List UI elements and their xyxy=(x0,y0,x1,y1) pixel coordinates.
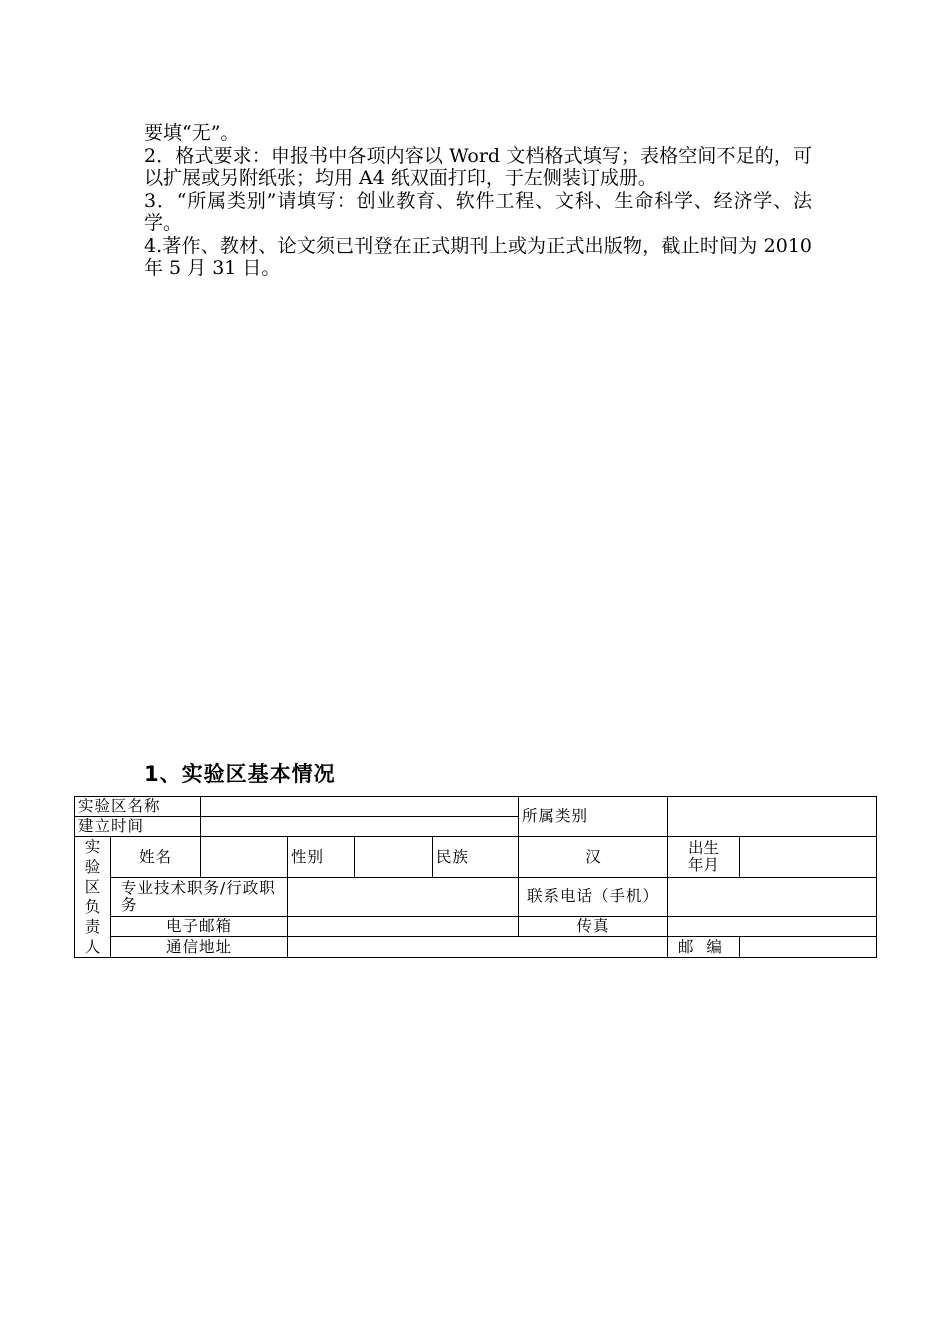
person-name-field[interactable] xyxy=(201,837,288,878)
established-field[interactable] xyxy=(201,817,519,837)
ethnicity-value: 汉 xyxy=(519,837,668,878)
instructions-notes xyxy=(144,122,812,280)
title-field[interactable] xyxy=(288,878,519,917)
leader-label-char: 实 xyxy=(84,838,101,856)
email-field[interactable] xyxy=(288,916,519,937)
postcode-label: 邮 编 xyxy=(668,937,740,958)
leader-label-char: 责 xyxy=(84,918,101,936)
gender-field[interactable] xyxy=(355,837,433,878)
section-title: 1、实验区基本情况 xyxy=(144,762,336,786)
leader-label-char: 区 xyxy=(84,878,101,896)
leader-label-char: 人 xyxy=(84,938,101,956)
fax-label: 传真 xyxy=(519,916,668,937)
note-category: 3．“所属类别”请填写：创业教育、软件工程、文科、生命科学、经济学、法学。 xyxy=(144,189,812,234)
email-label: 电子邮箱 xyxy=(111,916,288,937)
note-line: 要填“无”。 xyxy=(144,122,240,144)
birth-label-line: 出生 xyxy=(688,839,720,857)
leader-label xyxy=(75,837,111,958)
established-label: 建立时间 xyxy=(75,817,201,837)
leader-label-char: 负 xyxy=(84,898,101,916)
phone-field[interactable] xyxy=(668,878,877,917)
leader-label-char: 验 xyxy=(84,858,101,876)
note-publications: 4.著作、教材、论文须已刊登在正式期刊上或为正式出版物，截止时间为 2010 年 5 月 31 日。 xyxy=(144,234,812,279)
category-field[interactable] xyxy=(668,797,877,837)
phone-label: 联系电话（手机） xyxy=(519,878,668,917)
address-field[interactable] xyxy=(288,937,668,958)
lab-name-label: 实验区名称 xyxy=(75,797,201,817)
basic-info-table xyxy=(74,796,877,958)
title-label: 专业技术职务/行政职务 xyxy=(111,878,288,917)
ethnicity-label: 民族 xyxy=(433,837,519,878)
postcode-field[interactable] xyxy=(740,937,877,958)
birth-field[interactable] xyxy=(740,837,877,878)
address-label: 通信地址 xyxy=(111,937,288,958)
gender-label: 性别 xyxy=(288,837,355,878)
birth-label-line: 年月 xyxy=(688,856,720,874)
person-name-label: 姓名 xyxy=(111,837,201,878)
lab-name-field[interactable] xyxy=(201,797,519,817)
fax-field[interactable] xyxy=(668,916,877,937)
note-format: 2．格式要求：申报书中各项内容以 Word 文档格式填写；表格空间不足的，可以扩展或另附纸张；均用 A4 纸双面打印，于左侧装订成册。 xyxy=(144,144,812,189)
category-label: 所属类别 xyxy=(519,797,668,837)
birth-label xyxy=(668,837,740,878)
